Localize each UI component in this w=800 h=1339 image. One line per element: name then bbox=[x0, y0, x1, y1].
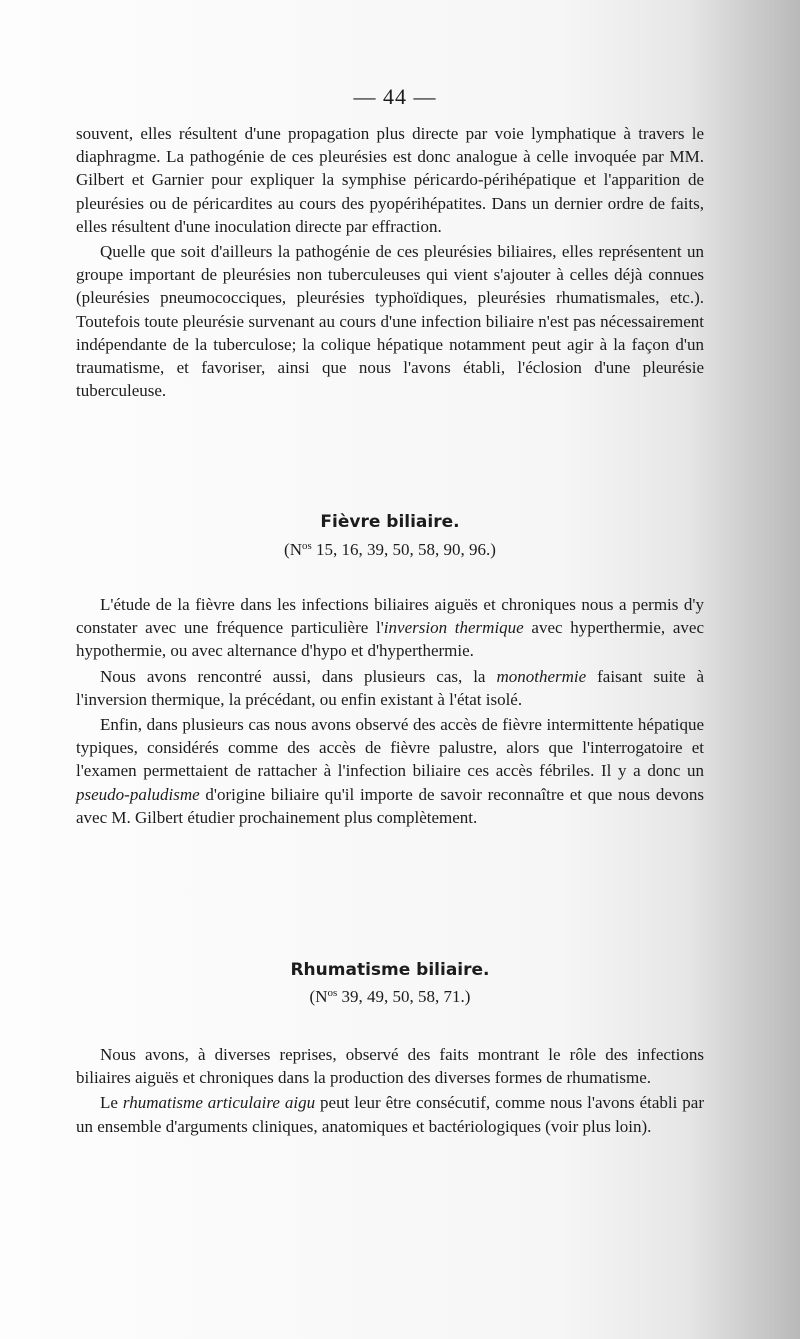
paragraph: L'étude de la fièvre dans les infections biliaires aiguës et chroniques nous a permis d'y constater avec une fréquence particulière l'inversion thermique avec hyperthermie, avec hypothermie, ou avec alternance d'hypo et d'hyperthermie. bbox=[76, 595, 705, 661]
section-rhumatisme bbox=[76, 1043, 704, 1138]
paragraph: Le rhumatisme articulaire aigu peut leur être consécutif, comme nous l'avons établi par un ensemble d'arguments cliniques, anatomiques et bactériologiques (voir plus loin). bbox=[76, 1093, 704, 1136]
section-title-fievre: Fièvre biliaire. bbox=[320, 512, 460, 532]
section-title-rhumatisme: Rhumatisme biliaire. bbox=[290, 960, 490, 980]
paragraph: Enfin, dans plusieurs cas nous avons observé des accès de fièvre intermittente hépatique typiques, considérés comme des accès de fièvre palustre, alors que l'interrogatoire et l'examen permettaient de rattacher à l'infection biliaire ces accès fébriles. Il y a donc un pseudo-paludisme d'origine biliaire qu'il importe de savoir reconnaître et que nous devons avec M. Gilbert étudier prochainement plus complètement. bbox=[76, 715, 704, 827]
paragraph: Nous avons rencontré aussi, dans plusieurs cas, la monothermie faisant suite à l'inversion thermique, la précédant, ou enfin existant à l'état isolé. bbox=[76, 666, 704, 709]
section-fievre bbox=[76, 593, 704, 829]
paragraph: souvent, elles résultent d'une propagation plus directe par voie lymphatique à travers le diaphragme. La pathogénie de ces pleurésies est donc analogue à celle invoquée par MM. Gilbert et Garnier pour expliquer la symphise péricardo-périhépatique et l'apparition de pleurésies ou de péricardites au cours des pyopérihépatites. Dans un dernier ordre de faits, elles résultent d'une inoculation directe par effraction. bbox=[76, 124, 704, 236]
paragraph: Quelle que soit d'ailleurs la pathogénie de ces pleurésies biliaires, elles représentent un groupe important de pleurésies non tuberculeuses qui vient s'ajouter à celles déjà connues (pleurésies pneumococciques, pleurésies typhoïdiques, pleurésies rhumatismales, etc.). Toutefois toute pleurésie survenant au cours d'une infection biliaire n'est pas nécessairement indépendante de la tuberculose; la colique hépatique notamment peut agir à la façon d'un traumatisme, et favoriser, ainsi que nous l'avons établi, l'éclosion d'une pleurésie tuberculeuse. bbox=[76, 242, 704, 401]
references-rhumatisme: ($N^{os}$ 39, 49, 50, 58, 71.) bbox=[309, 987, 471, 1006]
paragraph: Nous avons, à diverses reprises, observé des faits montrant le rôle des infections biliaires aiguës et chroniques dans la production des diverses formes de rhumatisme. bbox=[76, 1045, 704, 1088]
page-number: — 44 — bbox=[353, 84, 437, 109]
references-fievre: ($N^{os}$ 15, 16, 39, 50, 58, 90, 96.) bbox=[284, 540, 496, 559]
section-pleuresies bbox=[76, 122, 704, 402]
